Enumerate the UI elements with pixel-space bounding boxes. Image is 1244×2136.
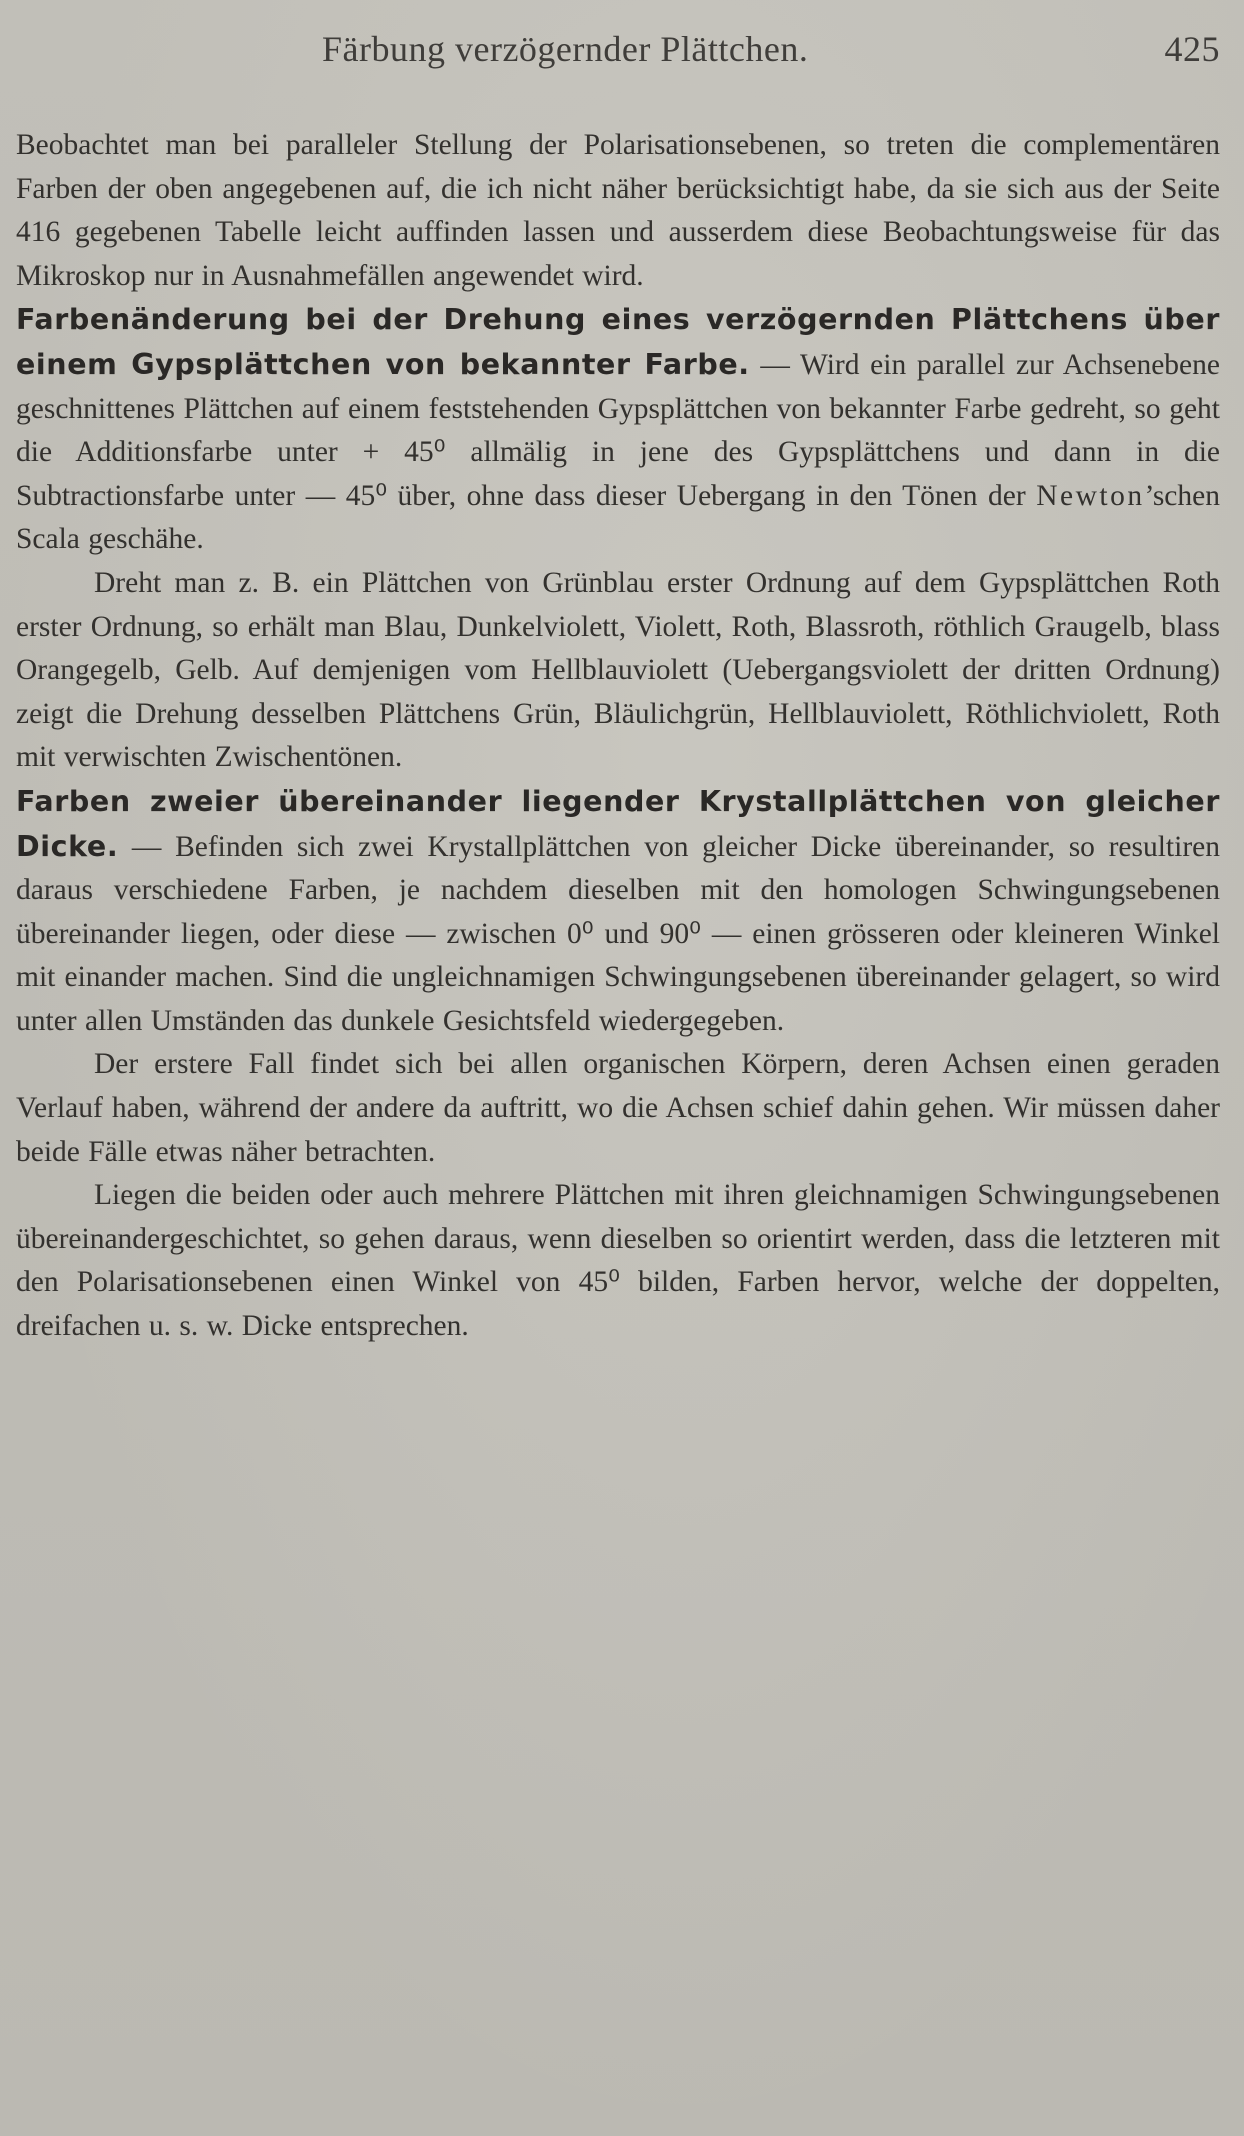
section-text-two-plates: — Befinden sich zwei Krystallplättchen von gleicher Dicke übereinander, so resultiren daraus verschiedene Farben, je nachdem dieselben mit den homologen Schwingungsebenen übereinander liegen, oder diese — zwischen 0⁰ und 90⁰ — einen grösseren oder kleineren Winkel mit einander machen. Sind die ungleichnamigen Schwingungsebenen übereinander gelagert, so wird unter allen Umständen das dunkele Gesichtsfeld wiedergegeben. (16, 830, 1220, 1037)
paragraph-example: Dreht man z. B. ein Plättchen von Grünblau erster Ordnung auf dem Gypsplättchen Roth erster Ordnung, so erhält man Blau, Dunkelviolett, Violett, Roth, Blassroth, röthlich Graugelb, blass Orangegelb, Gelb. Auf demjenigen vom Hellblauviolett (Uebergangsviolett der dritten Ordnung) zeigt die Drehung desselben Plättchens Grün, Bläulichgrün, Hellblauviolett, Röthlichviolett, Roth mit verwischten Zwischentönen. (16, 566, 1220, 774)
section-text-color-change-a: — Wird ein parallel zur Achsenebene geschnittenes Plättchen auf einem feststehenden Gypsplättchen von bekannter Farbe gedreht, so geht die Additionsfarbe unter + 45⁰ allmälig in jene des Gypsplättchens und dann in die Subtractionsfarbe unter — 45⁰ über, ohne dass dieser Uebergang in den Tönen der (16, 348, 1220, 512)
section-heading-color-change: Farbenänderung bei der Drehung eines verzögernden Plättchens über einem Gypsplättchen von bekannter Farbe. (16, 303, 1220, 381)
section-heading-two-plates: Farben zweier übereinander liegender Krystallplättchen von gleicher Dicke. (16, 784, 1220, 863)
paragraph-intro: Beobachtet man bei paralleler Stellung der Polarisationsebenen, so treten die complementären Farben der oben angegebenen auf, die ich nicht näher berücksichtigt habe, da sie sich aus der Seite 416 gegebenen Tabelle leicht auffinden lassen und ausserdem diese Beobachtungsweise für das Mikroskop nur in Ausnahmefällen angewendet wird. (16, 129, 1220, 292)
running-title: Färbung verzögernder Plättchen. (322, 29, 809, 69)
paragraph-stacked-plates: Liegen die beiden oder auch mehrere Plättchen mit ihren gleichnamigen Schwingungsebenen übereinandergeschichtet, so gehen daraus, wenn dieselben so orientirt werden, dass die letzteren mit den Polarisationsebenen einen Winkel von 45⁰ bilden, Farben hervor, welche der doppelten, dreifachen u. s. w. Dicke entsprechen. (16, 1179, 1220, 1343)
page-number: 425 (1164, 29, 1220, 69)
section-two-plates (16, 780, 1220, 1044)
person-name-newton: Newton (1036, 479, 1145, 512)
paragraph-organic-bodies: Der erstere Fall findet sich bei allen organischen Körpern, deren Achsen einen geraden Verlauf haben, während der andere da auftritt, wo die Achsen schief dahin gehen. Wir müssen daher beide Fälle etwas näher betrachten. (16, 1048, 1220, 1168)
section-color-change (16, 298, 1220, 562)
running-head (16, 28, 1220, 78)
section-text-color-change-b: ’schen Scala geschähe. (16, 479, 1220, 556)
body-text (16, 124, 1220, 1349)
